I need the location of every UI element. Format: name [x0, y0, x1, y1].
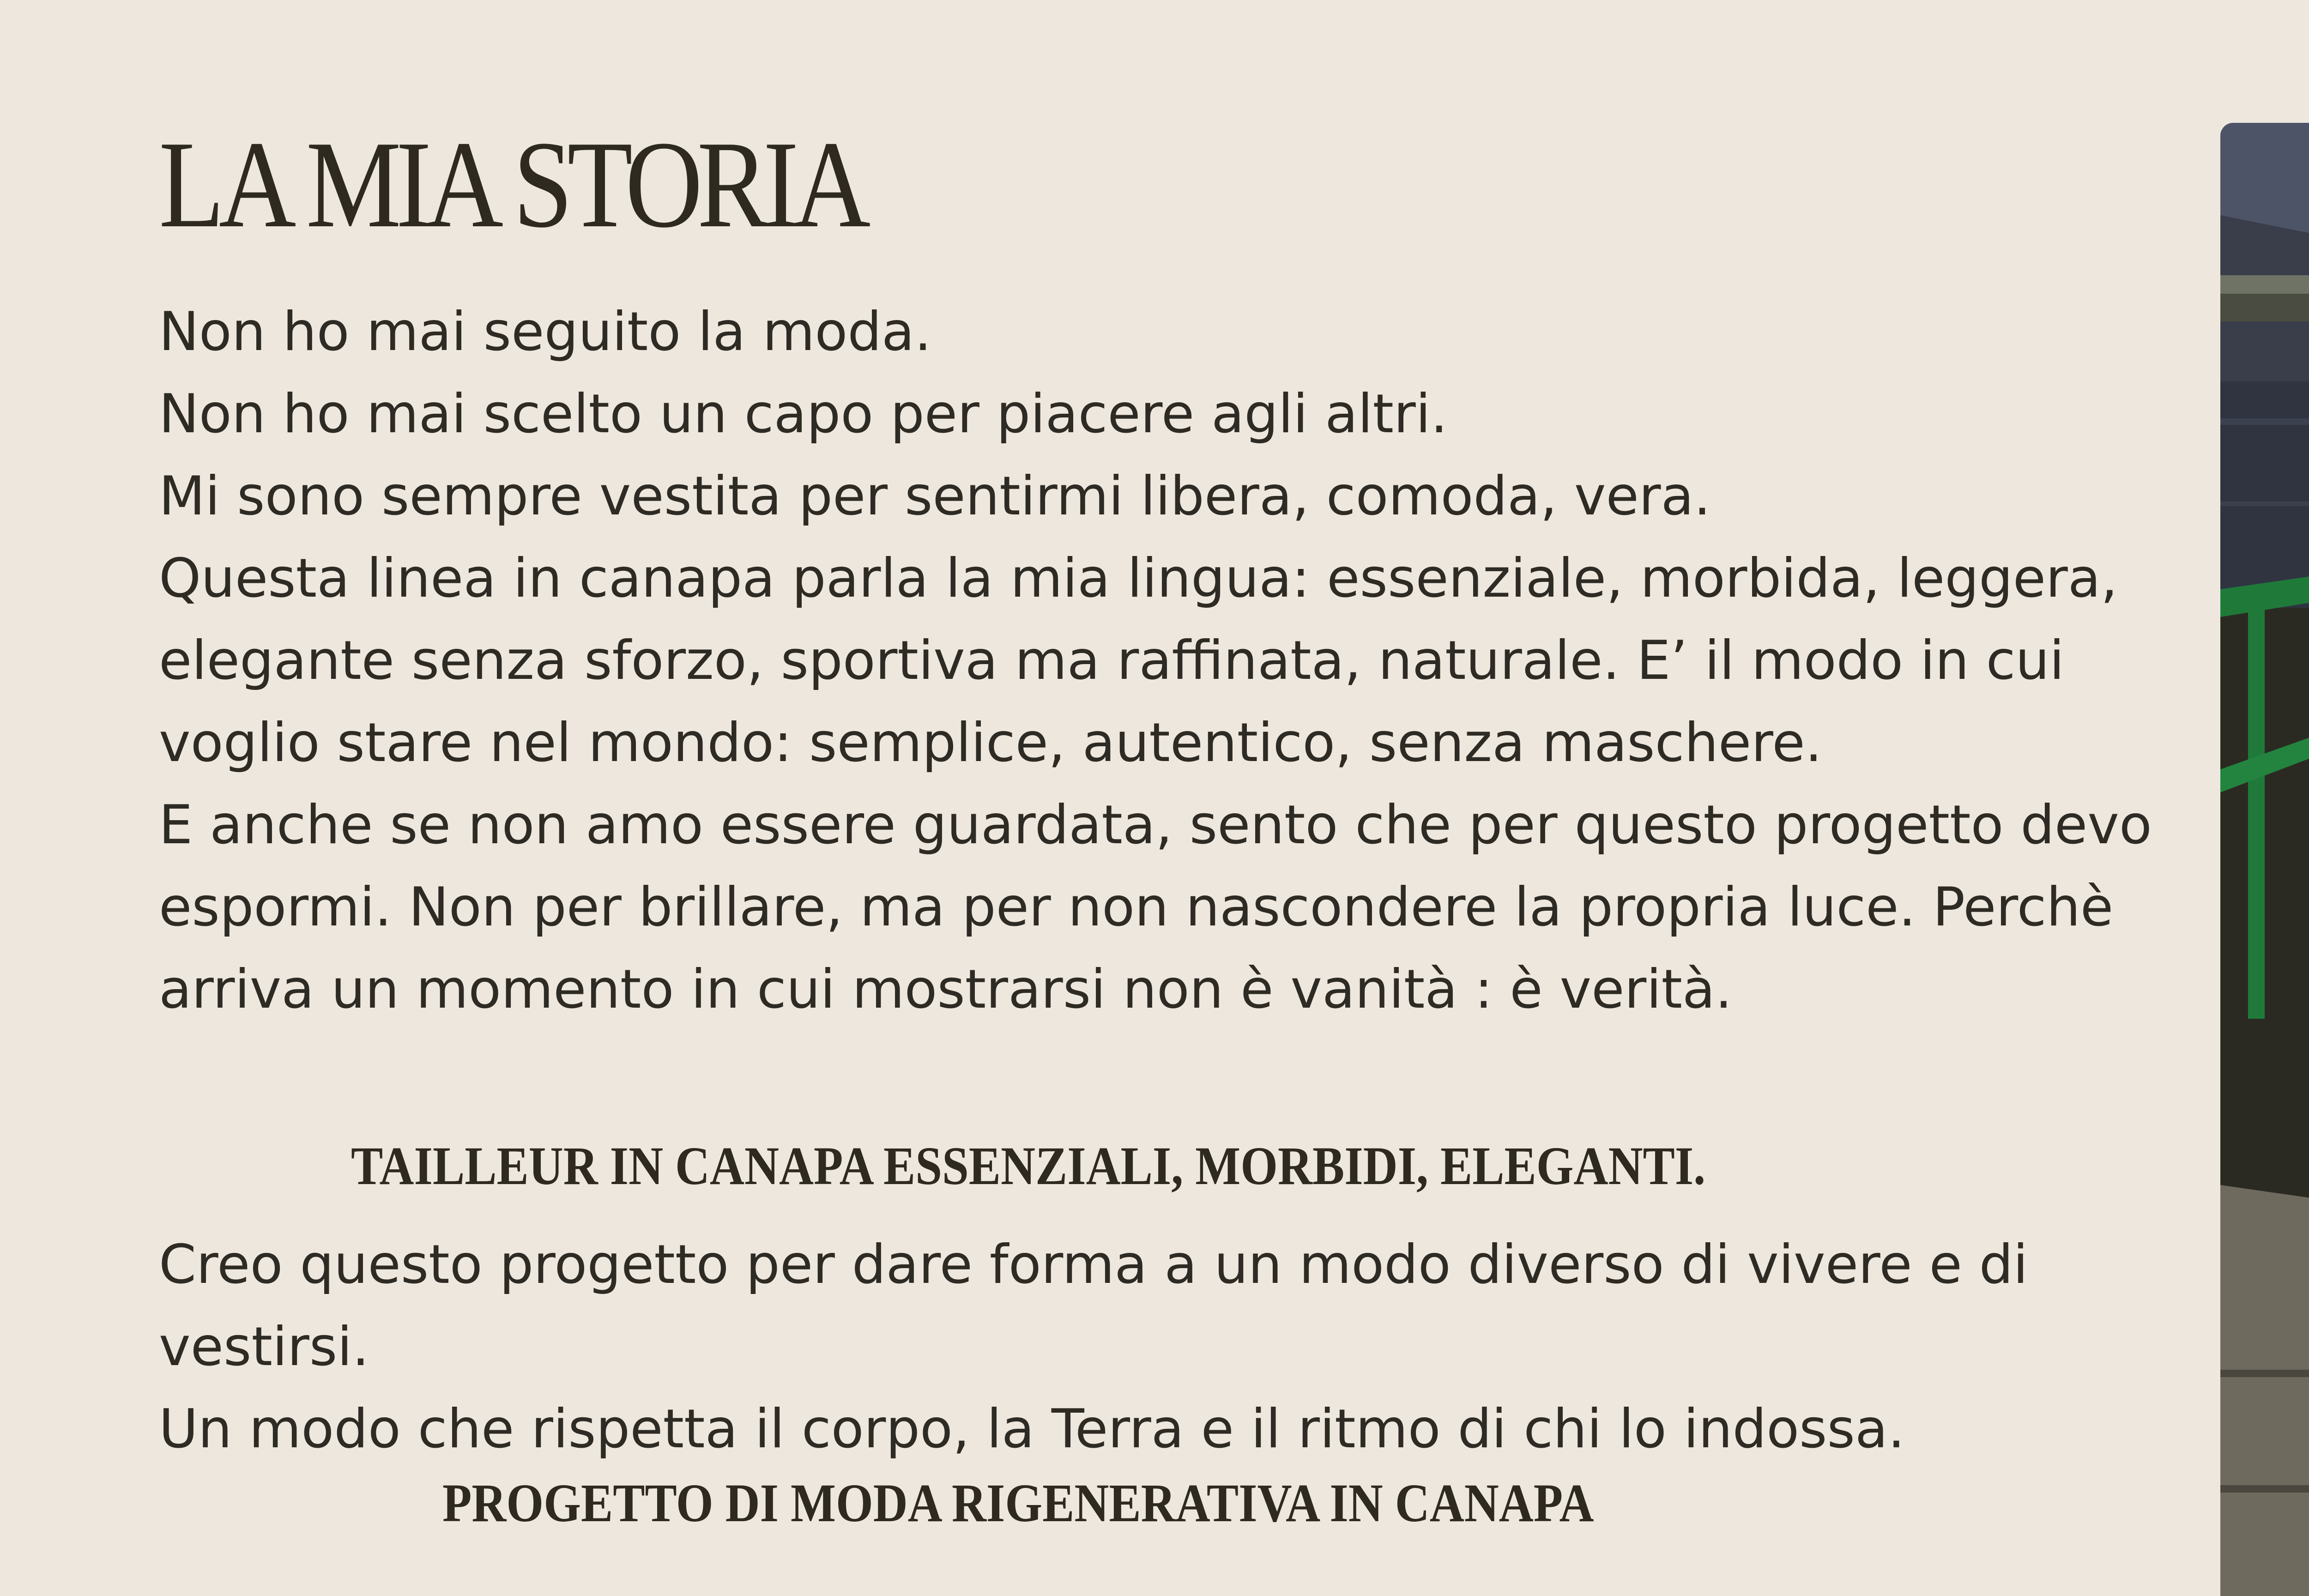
project-line: Un modo che rispetta il corpo, la Terra e il ritmo di chi lo indossa.	[159, 1398, 1905, 1460]
story-line: Mi sono sempre vestita per sentirmi libera, comoda, vera.	[159, 465, 1711, 527]
project-line: Creo questo progetto per dare forma a un modo diverso di vivere e di	[159, 1233, 2028, 1296]
page-title: LA MIA STORIA	[159, 115, 865, 254]
closing-heading: PROGETTO DI MODA RIGENERATIVA IN CANAPA	[442, 1473, 1594, 1533]
story-line: Non ho mai scelto un capo per piacere agli altri.	[159, 383, 1448, 445]
project-paragraph	[159, 1224, 2182, 1470]
story-line: Non ho mai seguito la moda.	[159, 301, 931, 363]
story-paragraph	[159, 291, 2182, 1031]
story-line: E anche se non amo essere guardata, sento che per questo progetto devo	[159, 794, 2152, 856]
tailleur-subheading: TAILLEUR IN CANAPA ESSENZIALI, MORBIDI, ELEGANTI.	[351, 1136, 1706, 1196]
portrait-illustration	[2220, 123, 2309, 1596]
story-line: espormi. Non per brillare, ma per non nascondere la propria luce. Perchè	[159, 876, 2114, 938]
portrait-photo	[2220, 123, 2309, 1596]
story-line: Questa linea in canapa parla la mia lingua: essenziale, morbida, leggera,	[159, 547, 2118, 610]
story-line: voglio stare nel mondo: semplice, autentico, senza maschere.	[159, 712, 1822, 774]
story-line: elegante senza sforzo, sportiva ma raffinata, naturale. E’ il modo in cui	[159, 629, 2065, 692]
project-line: vestirsi.	[159, 1316, 369, 1378]
story-text-column	[159, 115, 2182, 1031]
story-line: arriva un momento in cui mostrarsi non è vanità : è verità.	[159, 958, 1732, 1021]
